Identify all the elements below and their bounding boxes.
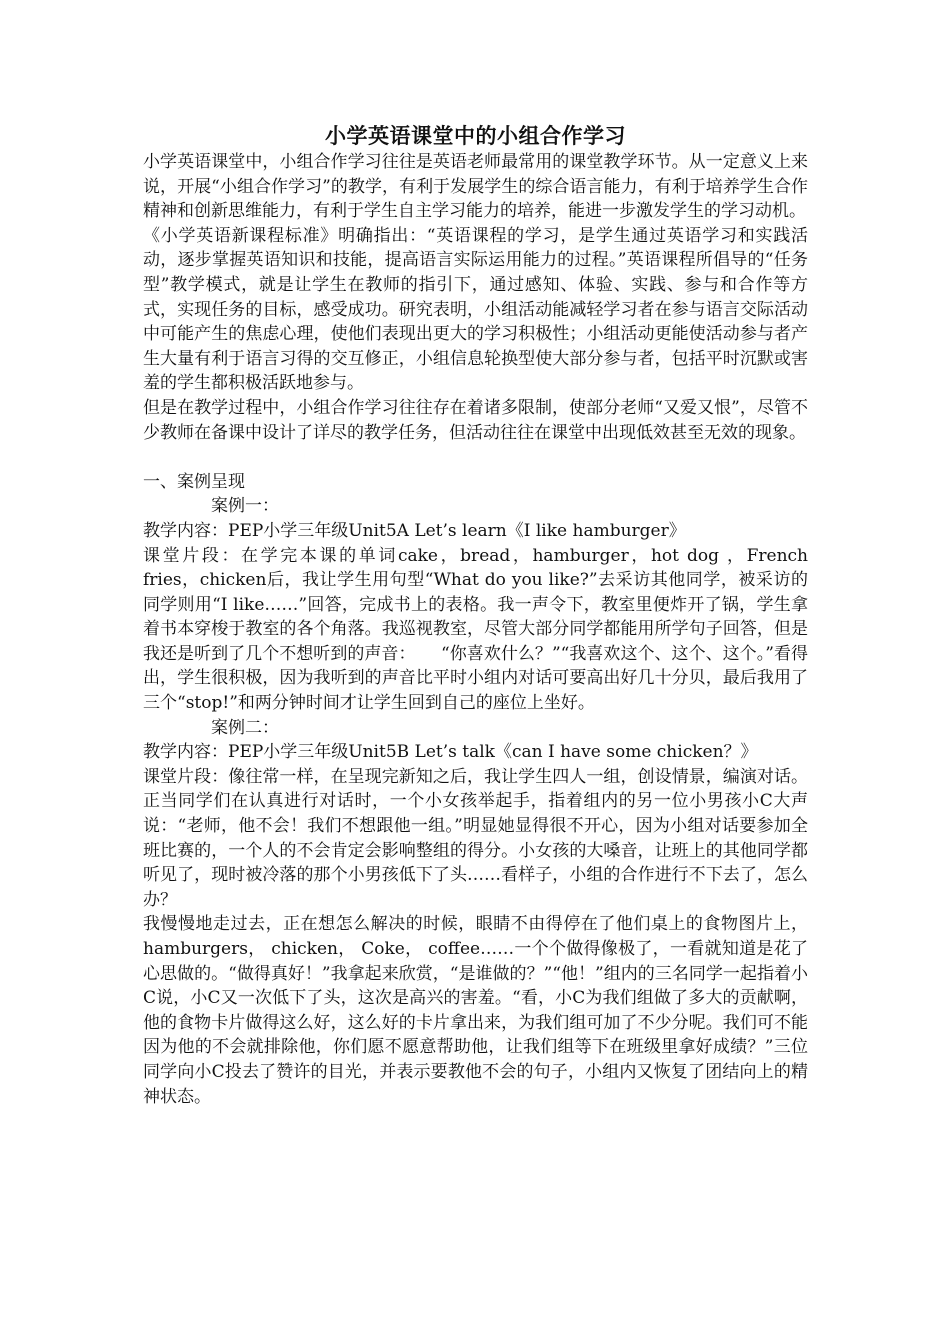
document-title: 小学英语课堂中的小组合作学习 (325, 124, 626, 148)
intro-paragraph-3: 但是在教学过程中，小组合作学习往往存在着诸多限制，使部分老师“又爱又恨”，尽管不少教师在备课中设计了详尽的教学任务，但活动往往在课堂中出现低效甚至无效的现象。 (143, 397, 808, 443)
case-1-fragment: 课堂片段：在学完本课的单词cake，bread，hamburger，hot dog ，French fries，chicken后，我让学生用句型“What do you like?”去采访其他同学，被采访的同学则用“I like……”回答，完成书上的表格。我一声令下，教室里便炸开了锅，学生拿着书本穿梭于教室的各个角落。我巡视教室，尽管大部分同学都能用所学句子回答，但是我还是听到了几个不想听到的声音： “你喜欢什么？”“我喜欢这个、这个、这个。”看得出，学生很积极，因为我听到的声音比平时小组内对话可要高出好几十分贝，最后我用了三个“stop!”和两分钟时间才让学生回到自己的座位上坐好。 (143, 545, 808, 714)
case-1-label: 案例一： (211, 496, 279, 517)
case-2-content: 教学内容：PEP小学三年级Unit5B Let’s talk《can I have some chicken？》 (143, 742, 758, 763)
case-2-follow-up: 我慢慢地走过去，正在想怎么解决的时候，眼睛不由得停在了他们桌上的食物图片上，hamburgers， chicken， Coke， coffee……一个个做得像极了，一看就知道是花了心思做的。“做得真好！”我拿起来欣赏，“是谁做的？”“他！”组内的三名同学一起指着小C说，小C又一次低下了头，这次是高兴的害羞。“看，小C为我们组做了多大的贡献啊，他的食物卡片做得这么好，这么好的卡片拿出来，为我们组可加了不少分呢。我们可不能因为他的不会就排除他，你们愿不愿意帮助他，让我们组等下在班级里拿好成绩？”三位同学向小C投去了赞许的目光，并表示要教他不会的句子，小组内又恢复了团结向上的精神状态。 (143, 914, 808, 1107)
case-2-label: 案例二： (211, 717, 279, 738)
intro-paragraph-2: 《小学英语新课程标准》明确指出：“英语课程的学习，是学生通过英语学习和实践活动，逐步掌握英语知识和技能，提高语言实际运用能力的过程。”英语课程所倡导的“任务型”教学模式，就是让学生在教师的指引下，通过感知、体验、实践、参与和合作等方式，实现任务的目标，感受成功。研究表明，小组活动能减轻学习者在参与语言交际活动中可能产生的焦虑心理，使他们表现出更大的学习积极性；小组活动更能使活动参与者产生大量有利于语言习得的交互修正，小组信息轮换型使大部分参与者，包括平时沉默或害羞的学生都积极活跃地参与。 (143, 225, 808, 394)
intro-paragraph-1: 小学英语课堂中，小组合作学习往往是英语老师最常用的课堂教学环节。从一定意义上来说，开展“小组合作学习”的教学，有利于发展学生的综合语言能力，有利于培养学生合作精神和创新思维能力，有利于学生自主学习能力的培养，能进一步激发学生的学习动机。 (143, 152, 808, 222)
blank-line (143, 445, 808, 470)
document-body (143, 122, 808, 1109)
case-1-content: 教学内容：PEP小学三年级Unit5A Let’s learn《I like hamburger》 (143, 520, 686, 541)
section-heading-case-presentation: 一、案例呈现 (143, 471, 245, 492)
case-2-fragment: 课堂片段：像往常一样，在呈现完新知之后，我让学生四人一组，创设情景，编演对话。正当同学们在认真进行对话时，一个小女孩举起手，指着组内的另一位小男孩小C大声说：“老师，他不会！我们不想跟他一组。”明显她显得很不开心，因为小组对话要参加全班比赛的，一个人的不会肯定会影响整组的得分。小女孩的大嗓音，让班上的其他同学都听见了，现时被冷落的那个小男孩低下了头……看样子，小组的合作进行不下去了，怎么办？ (143, 766, 808, 910)
